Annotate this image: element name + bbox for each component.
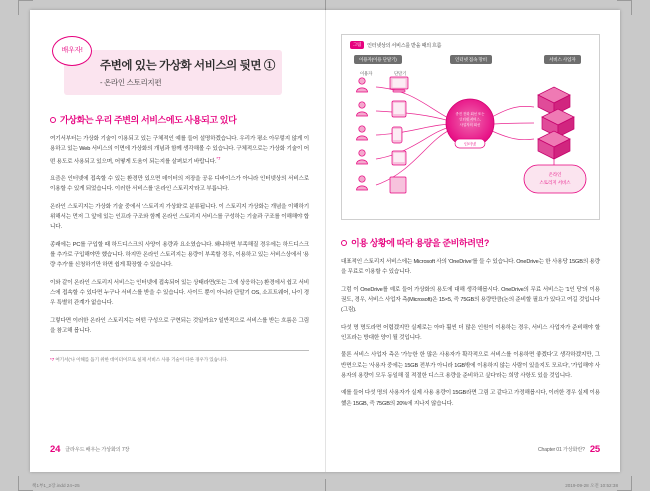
chapter-title-block xyxy=(61,47,309,95)
sheet-footer-right: 2019-09-28 오전 10:52:38 xyxy=(565,483,618,488)
footnote-divider xyxy=(50,350,309,351)
svg-text:종전 전화 회선 또는: 종전 전화 회선 또는 xyxy=(455,112,485,116)
svg-text:인터넷: 인터넷 xyxy=(463,141,477,147)
left-page-footer xyxy=(50,445,129,455)
figure-diagram xyxy=(342,35,597,221)
paragraph: 이와 같이 온라인 스토리지 서비스는 인터넷에 접속되어 있는 상태라면(또는 그에 상응하는) 환경에서 쉽고 서비스에 접속할 수 있다면 누구나 서비스를 받을 수 있습니다. 사이드 뿐이 아니라 단말기 OS, 소프트웨어, 나이 경우 특별히 관계가 없습니다. xyxy=(50,279,309,307)
right-page-footer xyxy=(538,445,600,455)
paragraph: 대표적인 스토리지 서비스에는 Microsoft 사의 'OneDrive'를 들 수 있습니다. OneDrive는 한 사용당 15GB의 용량을 무료로 이용할 수 있습니다. xyxy=(341,259,600,276)
crop-mark-bottom-center xyxy=(325,479,327,491)
footnote-marker: *7 xyxy=(50,357,55,363)
figure-column-header-provider: 서비스 사업자 xyxy=(544,55,581,64)
right-running-head: Chapter 01 가상화란? xyxy=(537,447,585,453)
figure-column-header-network: 인터넷 접속 망비 xyxy=(450,55,492,64)
left-running-head: 클라우드 배우는 가상화의 7장 xyxy=(65,447,130,453)
footnote-text: 여기서('나 이해를 돕기 위한 데이터이므로 실제 서비스 사용 기술이 다른 경우가 있습니다. xyxy=(55,357,228,363)
right-body xyxy=(341,257,600,409)
crop-mark-bottom-right xyxy=(617,476,632,491)
svg-text:온라인: 온라인 xyxy=(548,172,562,177)
left-section-heading xyxy=(50,113,309,126)
figure-panel xyxy=(341,34,600,220)
paragraph: 물론 서비스 사업자 측은 '가능한 한 많은 사용자가 확각적으로 서비스를 이용하면 좋겠다'고 생각하겠지만, 그 반면으로는 '사용자 중에는 15GB 전부가 아니라 1GB밖에 이용하지 않는 사람이 있을지도 모르다', '가입해야 사용자의 용량이 모두 동일해 질 적절한 디스크 용량을 준비하고 싶다'라는 희망 사항도 있을 것입니다. xyxy=(341,352,600,380)
left-page-number: 24 xyxy=(50,443,61,455)
figure-tag: 그림 xyxy=(350,41,364,49)
footnote-ref: *7 xyxy=(216,155,221,161)
learn-badge: 배우자! xyxy=(52,36,92,66)
paragraph: 다섯 명 명도라면 어렵겠지만 실제로는 아마 훨씬 더 많은 인원이 이용하는 경우, 서비스 사업자가 준비해야 할 인프라는 방대한 양이 될 것입니다. xyxy=(341,324,600,342)
page-subtitle: - 온라인 스토리지편 xyxy=(100,78,162,87)
svg-text:스토리지 서비스: 스토리지 서비스 xyxy=(539,180,571,185)
paragraph: 온라인 스토리지는 가상화 기술 중에서 '스토리지 가상화'로 분류됩니다. 이 스토리지 가상화는 개념을 이해하기 위해서는 먼저 그 앞에 있는 인프라 구조와 함께 온라인 스토리지 서비스를 구성하는 기술과 구조를 이해해야 합니다. xyxy=(50,203,309,231)
footnote xyxy=(50,356,309,363)
svg-text:인터넷 서비스,: 인터넷 서비스, xyxy=(459,117,481,122)
bullet-circle-icon xyxy=(50,117,56,123)
left-page xyxy=(30,10,325,472)
figure-sublabel-user: 이용자 xyxy=(360,71,373,76)
right-section-heading-text: 이용 상황에 따라 용량을 준비하려면? xyxy=(351,238,489,248)
figure-caption-text: 인터넷상의 서비스를 받을 때의 흐름 xyxy=(367,42,442,49)
left-section-heading-text: 가상화는 우리 주변의 서비스에도 사용되고 있다 xyxy=(60,115,237,125)
title-bar xyxy=(64,50,282,95)
sheet-footer-left: 책1부1_2장.indd 24~25 xyxy=(32,483,80,488)
book-spread xyxy=(30,10,620,472)
paragraph: 그럼 이 OneDrive를 예로 들어 가상화의 용도에 대해 생각해봅시다. OneDrive의 무료 서비스는 '1인 당'의 이용권도, 경우, 서비스 사업자 측(Microsoft)은 15×5, 즉 75GB의 용량만큼(논의 준비할 필요가 있다고 여길 것입니다(그림). xyxy=(341,286,600,314)
paragraph: 종래에는 PC를 구입할 때 하드디스크의 사양이 용량과 요소였습니다. 왜냐하면 부족해질 경우에는 하드디스크를 추가로 구입해야만 했습니다. 하지만 온라인 스토리지는 용량이 부족할 경우, 이용하고 있는 서비스상에서 '용량 추가'를 신청하기만 하면 쉽게 확장할 수 있습니다. xyxy=(50,241,309,269)
right-page xyxy=(325,10,620,472)
paragraph: 요즘은 인터넷에 접속할 수 있는 환경만 있으면 데이터의 저장을 공유 디바이스가 아니라 인터넷상의 서비스로 이용할 수 있게 되었습니다. 이러한 서비스를 '온라인 스토리지'라고 부릅니다. xyxy=(50,175,309,193)
right-section-heading xyxy=(341,236,600,249)
paragraph: 그렇다면 이러한 온라인 스토리지는 어떤 구성으로 구현되는 것일까요? 일반적으로 서비스를 받는 흐름은 그림 을 참고해 봅니다. xyxy=(50,317,309,335)
paragraph: 여기서부터는 가상화 기술이 이용되고 있는 구체적인 예를 들어 설명하겠습니다. 우리가 평소 아무렇지 않게 이용하고 있는 Web 서비스의 이면에 가상화의 개념과 함께 생각해볼 수 있습니다. 구체적으로는 가상화 기술이 어떤 용도로 사용되고 있으며, 어떻게 도움이 되는지를 살펴보기 바랍니다.$^{*7}$ xyxy=(50,136,309,165)
bullet-circle-icon xyxy=(341,240,347,246)
left-body xyxy=(50,134,309,336)
crop-mark-bottom-left xyxy=(18,476,33,491)
paragraph: 예를 들어 다섯 명의 사용자가 실제 사용 용량이 15GB라면 그림 고 같다고 가정해봅시다, 이러한 경우 실제 이용했은 15GB, 즉 75GB의 20%에 지나지 않습니다. xyxy=(341,390,600,407)
figure-column-header-users: 이용자(이용 단말기) xyxy=(354,55,402,64)
figure-sublabel-device: 단말기 xyxy=(394,71,407,76)
page-title: 주변에 있는 가상화 서비스의 뒷면 ① xyxy=(100,60,275,72)
right-page-number: 25 xyxy=(589,443,600,455)
svg-text:사업자의 회선: 사업자의 회선 xyxy=(459,123,481,127)
